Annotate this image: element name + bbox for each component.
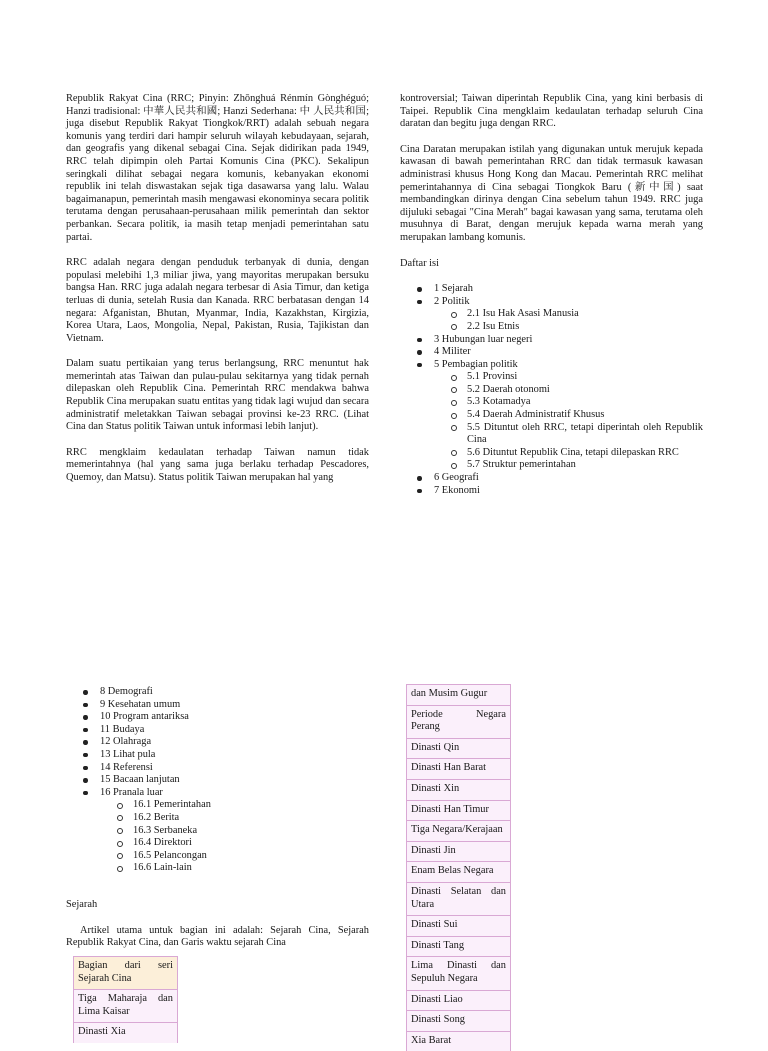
toc-item[interactable]: 8 Demografi (83, 686, 369, 699)
dynasty-list-infobox (406, 684, 511, 1051)
toc-subitem[interactable]: 16.1 Pemerintahan (83, 799, 369, 812)
toc-subitem[interactable]: 5.1 Provinsi (417, 371, 703, 384)
toc-subitem[interactable]: 5.2 Daerah otonomi (417, 384, 703, 397)
infobox-entry[interactable]: Dinasti Xia (74, 1023, 177, 1043)
toc-item[interactable]: 7 Ekonomi (417, 485, 703, 498)
toc-item[interactable]: 9 Kesehatan umum (83, 699, 369, 712)
infobox-entry[interactable]: Tiga Maharaja dan Lima Kaisar (74, 990, 177, 1023)
history-series-infobox (73, 956, 178, 1043)
infobox-entry[interactable]: Tiga Negara/Kerajaan (407, 821, 510, 842)
page1-right-column (400, 93, 703, 497)
page1-left-column (66, 93, 369, 498)
toc-item[interactable]: 12 Olahraga (83, 736, 369, 749)
toc-item[interactable]: 14 Referensi (83, 762, 369, 775)
infobox-entry[interactable]: Dinasti Sui (407, 916, 510, 937)
infobox-entry[interactable]: Dinasti Qin (407, 739, 510, 760)
toc-item[interactable]: 4 Militer (417, 346, 703, 359)
infobox-entry[interactable]: Enam Belas Negara (407, 862, 510, 883)
infobox-entry[interactable]: Dinasti Han Barat (407, 759, 510, 780)
taiwan-dispute-paragraph: Dalam suatu pertikaian yang terus berlangsung, RRC menuntut hak memerintah atas Taiwan dan pulau-pulau sekitarnya yang tidak pernah dilepaskan oleh Republik Cina. Pemerintah RRC mendakwa bahwa Republik Cina merupakan suatu entitas yang tidak lagi wujud dan secara administratif meletakkan Taiwan sebagai provinsi ke-23 RRC. (Lihat Cina dan Status politik Taiwan untuk informasi lebih lanjut). (66, 358, 369, 433)
infobox-entry[interactable]: Dinasti Selatan dan Utara (407, 883, 510, 916)
intro-paragraph: Republik Rakyat Cina (RRC; Pinyin: Zhōnghuá Rénmín Gònghéguó; Hanzi tradisional: 中華人民共和國; Hanzi Sederhana: 中 人民共和国; juga disebut Republik Rakyat Tiongkok/RRT) adalah sebuah negara komunis yang terdiri dari hampir seluruh wilayah kebudayaan, sejarah, dan geografis yang dikenal sebagai Cina. Sejak didirikan pada 1949, RRC telah dipimpin oleh Partai Komunis Cina (PKC). Sekalipun seringkali dilihat sebagai negara komunis, kebanyakan ekonomi republik ini telah diswastakan sejak tiga dasawarsa yang lalu. Walau bagaimanapun, pemerintah masih mengawasi ekonominya secara politik terutama dengan perusahaan-perusahaan milik pemerintah dan sektor perbankan. Secara politik, ia masih tetap menjadi pemerintahan satu partai. (66, 93, 369, 243)
toc-item[interactable]: 10 Program antariksa (83, 711, 369, 724)
infobox-entry[interactable]: Dinasti Han Timur (407, 801, 510, 822)
infobox-entry[interactable]: Dinasti Song (407, 1011, 510, 1032)
toc-item[interactable]: 6 Geografi (417, 472, 703, 485)
page2-left-column (66, 686, 369, 950)
table-of-contents-continued (83, 686, 369, 875)
toc-subitem[interactable]: 2.1 Isu Hak Asasi Manusia (417, 308, 703, 321)
infobox-entry[interactable]: Lima Dinasti dan Sepuluh Negara (407, 957, 510, 990)
toc-subitem[interactable]: 16.5 Pelancongan (83, 850, 369, 863)
toc-subitem[interactable]: 16.4 Direktori (83, 837, 369, 850)
infobox-entry[interactable]: Dinasti Tang (407, 937, 510, 958)
infobox-entry[interactable]: Xia Barat (407, 1032, 510, 1051)
toc-item[interactable]: 5 Pembagian politik (417, 359, 703, 372)
toc-item[interactable]: 2 Politik (417, 296, 703, 309)
infobox-entry[interactable]: Periode Negara Perang (407, 706, 510, 739)
toc-item[interactable]: 13 Lihat pula (83, 749, 369, 762)
toc-heading: Daftar isi (400, 257, 439, 269)
toc-subitem[interactable]: 16.3 Serbaneka (83, 825, 369, 838)
toc-subitem[interactable]: 5.6 Dituntut Republik Cina, tetapi dilepaskan RRC (417, 447, 703, 460)
toc-item[interactable]: 1 Sejarah (417, 283, 703, 296)
toc-item[interactable]: 15 Bacaan lanjutan (83, 774, 369, 787)
section-intro: Artikel utama untuk bagian ini adalah: Sejarah Cina, Sejarah Republik Rakyat Cina, dan Garis waktu sejarah Cina (66, 924, 369, 949)
infobox-entry[interactable]: Dinasti Xin (407, 780, 510, 801)
section-heading-sejarah: Sejarah (66, 898, 98, 910)
toc-subitem[interactable]: 5.3 Kotamadya (417, 396, 703, 409)
taiwan-claim-paragraph: RRC mengklaim kedaulatan terhadap Taiwan namun tidak memerintahnya (hal yang sama juga berlaku terhadap Pescadores, Quemoy, dan Matsu). Status politik Taiwan merupakan hal yang (66, 446, 369, 484)
toc-item[interactable]: 16 Pranala luar (83, 787, 369, 800)
toc-subitem[interactable]: 5.5 Dituntut oleh RRC, tetapi diperintah oleh Republik Cina (417, 422, 703, 447)
toc-item[interactable]: 3 Hubungan luar negeri (417, 334, 703, 347)
taiwan-status-paragraph: kontroversial; Taiwan diperintah Republik Cina, yang kini berbasis di Taipei. Republik Cina mengklaim kedaulatan terhadap seluruh Cina daratan dan begitu juga dengan RRC. (400, 93, 703, 130)
toc-subitem[interactable]: 16.6 Lain-lain (83, 862, 369, 875)
infobox-entry[interactable]: dan Musim Gugur (407, 685, 510, 706)
infobox-entry[interactable]: Dinasti Liao (407, 991, 510, 1012)
toc-subitem[interactable]: 5.4 Daerah Administratif Khusus (417, 409, 703, 422)
toc-subitem[interactable]: 16.2 Berita (83, 812, 369, 825)
toc-subitem[interactable]: 2.2 Isu Etnis (417, 321, 703, 334)
table-of-contents (417, 283, 703, 497)
mainland-paragraph: Cina Daratan merupakan istilah yang digunakan untuk merujuk kepada kawasan di bawah pemerintahan RRC dan tidak termasuk kawasan administrasi khusus Hong Kong dan Macau. Pemerintah RRC melihat pemerintahannya di Cina sebagai Tiongkok Baru (新中国) saat membandingkan dirinya dengan Cina sebelum tahun 1949. RRC juga dijuluki sebagai "Cina Merah" bagai kawasan yang sama, terutama oleh musuhnya di Barat, dengan merujuk kepada warna merah yang merupakan lambang komunis. (400, 143, 703, 243)
population-paragraph: RRC adalah negara dengan penduduk terbanyak di dunia, dengan populasi melebihi 1,3 miliar jiwa, yang mayoritas merupakan bersuku bangsa Han. RRC juga adalah negara terbesar di Asia Timur, dan ketiga terluas di dunia, setelah Rusia dan Kanada. RRC berbatasan dengan 14 negara: Afganistan, Bhutan, Myanmar, India, Kazakhstan, Kirgizia, Korea Utara, Laos, Mongolia, Nepal, Pakistan, Rusia, Tajikistan dan Vietnam. (66, 257, 369, 344)
toc-subitem[interactable]: 5.7 Struktur pemerintahan (417, 459, 703, 472)
infobox-entry[interactable]: Bagian dari seri Sejarah Cina (74, 957, 177, 990)
toc-item[interactable]: 11 Budaya (83, 724, 369, 737)
infobox-entry[interactable]: Dinasti Jin (407, 842, 510, 863)
